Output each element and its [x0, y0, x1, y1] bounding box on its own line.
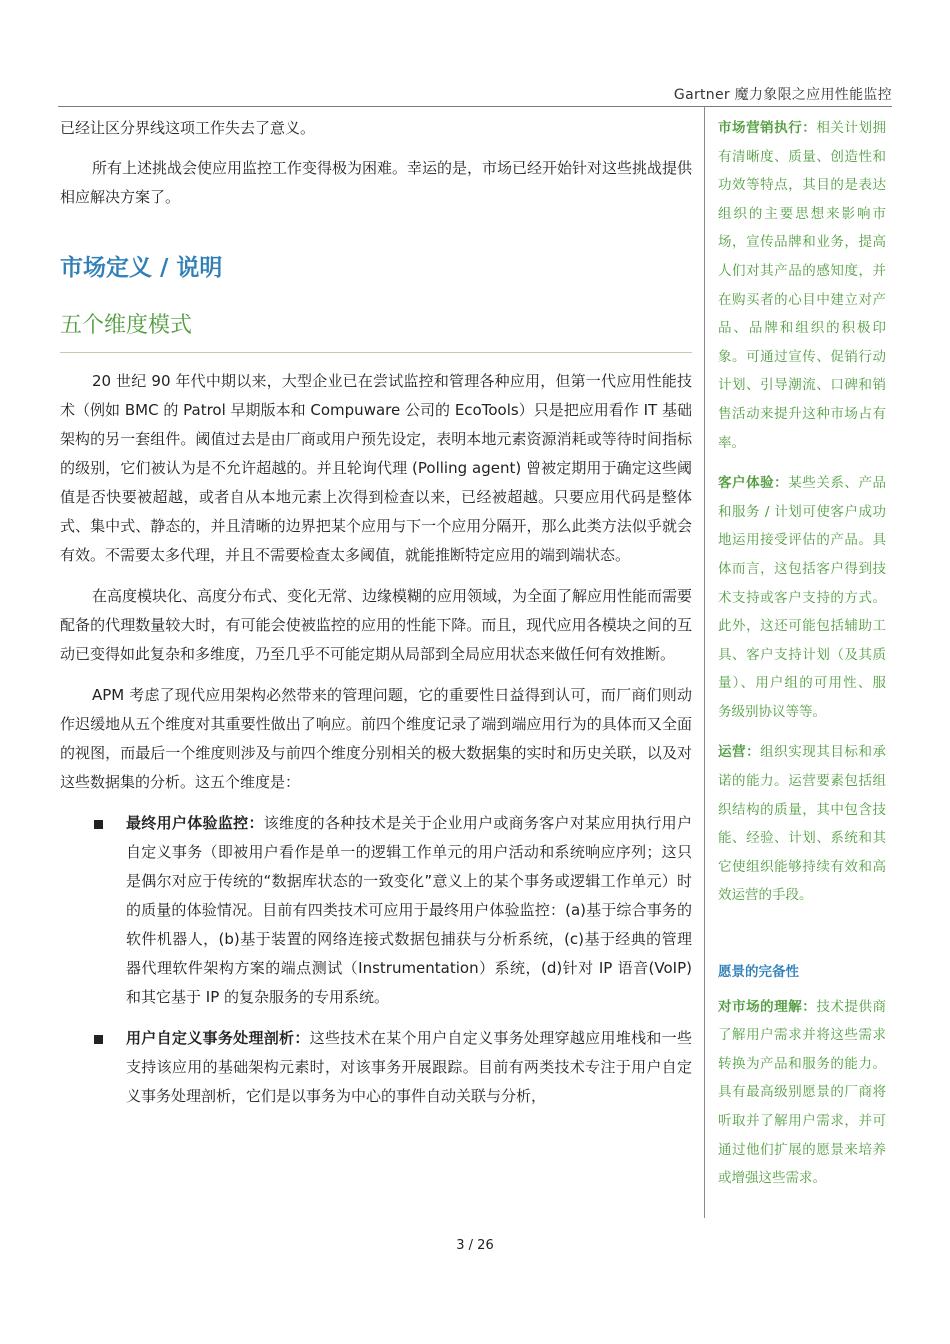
list-item — [60, 809, 692, 1012]
heading-market-definition: 市场定义 / 说明 — [60, 255, 223, 281]
main-column — [60, 114, 692, 1123]
header-title: Gartner 魔力象限之应用性能监控 — [673, 87, 892, 103]
sidebar-note — [718, 469, 886, 726]
sidebar-note — [718, 114, 886, 457]
sidebar-note — [718, 738, 886, 910]
paragraph-challenges: 所有上述挑战会使应用监控工作变得极为困难。幸运的是，市场已经开始针对这些挑战提供相应解决方案了。 — [60, 159, 693, 206]
sidebar-note-text: 技术提供商了解用户需求并将这些需求转换为产品和服务的能力。具有最高级别愿景的厂商将听取并了解用户需求，并可通过他们扩展的愿景来培养或增强这些需求。 — [718, 998, 887, 1187]
list-item-text: 该维度的各种技术是关于企业用户或商务客户对某应用执行用户自定义事务（即被用户看作是单一的逻辑工作单元的用户活动和系统响应序列；这只是偶尔对应于传统的“数据库状态的一致变化”意义上的某个事务或逻辑工作单元）时的质量的体验情况。目前有四类技术可应用于最终用户体验监控：(a)基于综合事务的软件机器人，(b)基于装置的网络连接式数据包捕获与分析系统，(c)基于经典的管理器代理软件架构方案的端点测试（Instrumentation）系统，(d)针对 IP 语音(VoIP)和其它基于 IP 的复杂服务的专用系统。 — [126, 814, 692, 1006]
list-item — [60, 1024, 692, 1111]
list-item-text: 这些技术在某个用户自定义事务处理穿越应用堆栈和一些支持该应用的基础架构元素时，对该事务开展跟踪。目前有两类技术专注于用户自定义事务处理剖析，它们是以事务为中心的事件自动关联与分析， — [126, 1029, 692, 1105]
paragraph-apm: APM 考虑了现代应用架构必然带来的管理问题，它的重要性日益得到认可，而厂商们则动作迟缓地从五个维度对其重要性做出了响应。前四个维度记录了端到端应用行为的具体而又全面的视图，而最后一个维度则涉及与前四个维度分别相关的极大数据集的实时和历史关联，以及对这些数据集的分析。这五个维度是： — [60, 686, 692, 791]
sidebar-divider — [704, 106, 705, 1218]
heading-five-dimensions: 五个维度模式 — [60, 306, 692, 353]
square-bullet-icon — [94, 1035, 103, 1044]
list-item-term: 最终用户体验监控： — [126, 814, 264, 832]
paragraph-continued: 已经让区分界线这项工作失去了意义。 — [60, 119, 316, 137]
list-item-term: 用户自定义事务处理剖析： — [126, 1029, 310, 1047]
sidebar-note-text: 某些关系、产品和服务 / 计划可使客户成功地运用接受评估的产品。具体而言，这包括客户得到技术支持或客户支持的方式。此外，这还可能包括辅助工具、客户支持计划（及其质量）、用户组的可用性、服务级别协议等等。 — [718, 475, 887, 720]
sidebar-note-text: 组织实现其目标和承诺的能力。运营要素包括组织结构的质量，其中包含技能、经验、计划、系统和其它使组织能够持续有效和高效运营的手段。 — [718, 744, 887, 904]
sidebar-note-term: 客户体验： — [718, 475, 789, 492]
paragraph-history: 20 世纪 90 年代中期以来，大型企业已在尝试监控和管理各种应用，但第一代应用性能技术（例如 BMC 的 Patrol 早期版本和 Compuware 公司的 EcoTools）只是把应用看作 IT 基础架构的另一套组件。阈值过去是由厂商或用户预先设定，表明本地元素资源消耗或等待时间指标的级别，它们被认为是不允许超越的。并且轮询代理 (Polling agent) 曾被定期用于确定这些阈值是否快要被超越，或者自从本地元素上次得到检查以来，已经被超越。只要应用代码是整体式、集中式、静态的，并且清晰的边界把某个应用与下一个应用分隔开，那么此类方法似乎就会有效。不需要太多代理，并且不需要检查太多阈值，就能推断特定应用的端到端状态。 — [60, 372, 692, 564]
header-rule — [58, 106, 892, 107]
sidebar-subheading: 愿景的完备性 — [718, 964, 799, 981]
sidebar-note-term: 运营： — [718, 744, 761, 761]
square-bullet-icon — [94, 820, 103, 829]
sidebar-note-term: 市场营销执行： — [718, 120, 817, 136]
sidebar-notes — [718, 114, 886, 1205]
paragraph-modular: 在高度模块化、高度分布式、变化无常、边缘模糊的应用领域，为全面了解应用性能而需要配备的代理数量较大时，有可能会使被监控的应用的性能下降。而且，现代应用各模块之间的互动已变得如此复杂和多维度，乃至几乎不可能定期从局部到全局应用状态来做任何有效推断。 — [60, 587, 693, 663]
sidebar-note-term: 对市场的理解： — [718, 998, 817, 1015]
page-number: 3 / 26 — [456, 1238, 494, 1253]
sidebar-note — [718, 993, 886, 1193]
sidebar-note-text: 相关计划拥有清晰度、质量、创造性和功效等特点，其目的是表达组织的主要思想来影响市场，宣传品牌和业务，提高人们对其产品的感知度，并在购买者的心目中建立对产品、品牌和组织的积极印象。可通过宣传、促销行动计划、引导潮流、口碑和销售活动来提升这种市场占有率。 — [718, 120, 887, 451]
dimension-list — [60, 809, 692, 1111]
